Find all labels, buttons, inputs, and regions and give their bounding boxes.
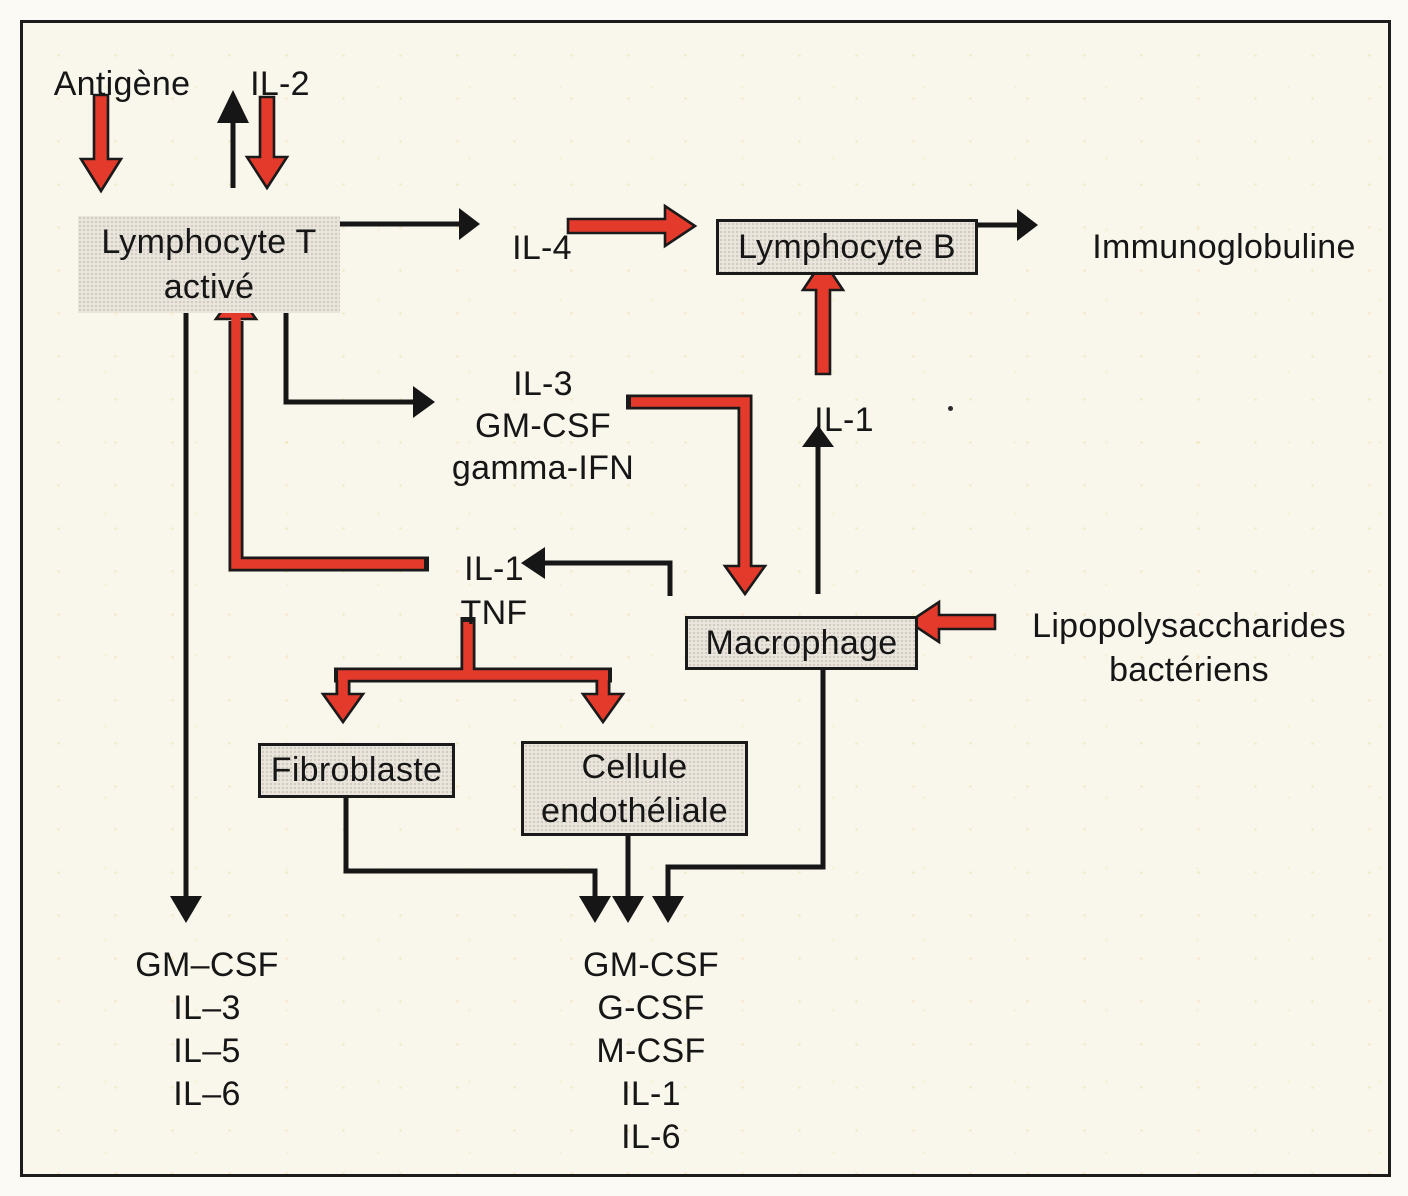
box-lymphocyte-b [716, 219, 978, 275]
list-tcell-output [135, 944, 278, 1116]
arrow-lymphocyte-t-to-il2 [217, 90, 249, 188]
label-il1-tnf [461, 547, 528, 635]
box-macrophage [685, 616, 918, 670]
box-lymphocyte-t-line1: Lymphocyte T [101, 222, 317, 261]
box-fibroblaste [258, 743, 455, 798]
list-item: IL-6 [621, 1118, 681, 1156]
arrow-antigene-to-lymphocyte-t [81, 95, 121, 191]
list-item: G-CSF [597, 989, 705, 1027]
list-shared-output [583, 944, 719, 1159]
arrow-il2-to-lymphocyte-t [247, 97, 287, 188]
label-antigene: Antigène [53, 65, 191, 103]
arrow-lymphocyte-t-to-il4 [322, 208, 480, 240]
list-item: IL–3 [173, 989, 241, 1027]
box-lymphocyte-b-label: Lymphocyte B [738, 227, 956, 266]
list-item: GM–CSF [135, 946, 279, 984]
label-il3-line: IL-3 [513, 365, 573, 403]
arrow-il4-to-lymphocyte-b [568, 206, 695, 246]
arrow-il1-to-lymphocyte-b [803, 260, 843, 374]
label-immunoglobuline: Immunoglobuline [1092, 228, 1356, 266]
arrow-lymphocyte-t-to-output-list [170, 295, 202, 923]
label-gmcsf-line: GM-CSF [475, 407, 611, 445]
arrow-il1-tnf-to-lymphocyte-t [216, 291, 429, 564]
box-cellule-endotheliale [521, 741, 748, 836]
label-il4: IL-4 [512, 229, 572, 267]
box-lymphocyte-t-line2: activé [163, 267, 255, 306]
list-item: IL-1 [621, 1075, 681, 1113]
diagram-frame [20, 20, 1391, 1177]
label-tnf-line: TNF [460, 594, 528, 632]
list-item: GM-CSF [583, 946, 719, 984]
box-macrophage-label: Macrophage [705, 623, 898, 662]
label-tcell-cytokines [452, 363, 634, 489]
label-lps-line2: bactériens [1109, 651, 1269, 689]
list-item: IL–6 [173, 1075, 241, 1113]
box-cellule-line1: Cellule [581, 747, 688, 786]
arrow-lps-to-macrophage [909, 602, 995, 642]
arrow-macrophage-to-il1-tnf [521, 547, 670, 596]
arrow-macrophage-to-il1 [802, 425, 834, 594]
arrow-lymphocyte-t-to-cytokines [286, 295, 435, 418]
list-item: M-CSF [596, 1032, 706, 1070]
box-fibroblaste-label: Fibroblaste [270, 751, 443, 789]
label-lps-line1: Lipopolysaccharides [1032, 607, 1346, 645]
box-lymphocyte-t [78, 216, 340, 313]
label-lipopolysaccharides [1032, 604, 1346, 692]
label-gamma-ifn-line: gamma-IFN [451, 449, 635, 487]
label-il2: IL-2 [250, 65, 310, 103]
list-item: IL–5 [173, 1032, 241, 1070]
label-il1-line: IL-1 [464, 550, 524, 588]
box-cellule-line2: endothéliale [541, 791, 728, 830]
scan-speck [948, 406, 953, 411]
label-il1-from-macrophage: IL-1 [814, 401, 874, 439]
